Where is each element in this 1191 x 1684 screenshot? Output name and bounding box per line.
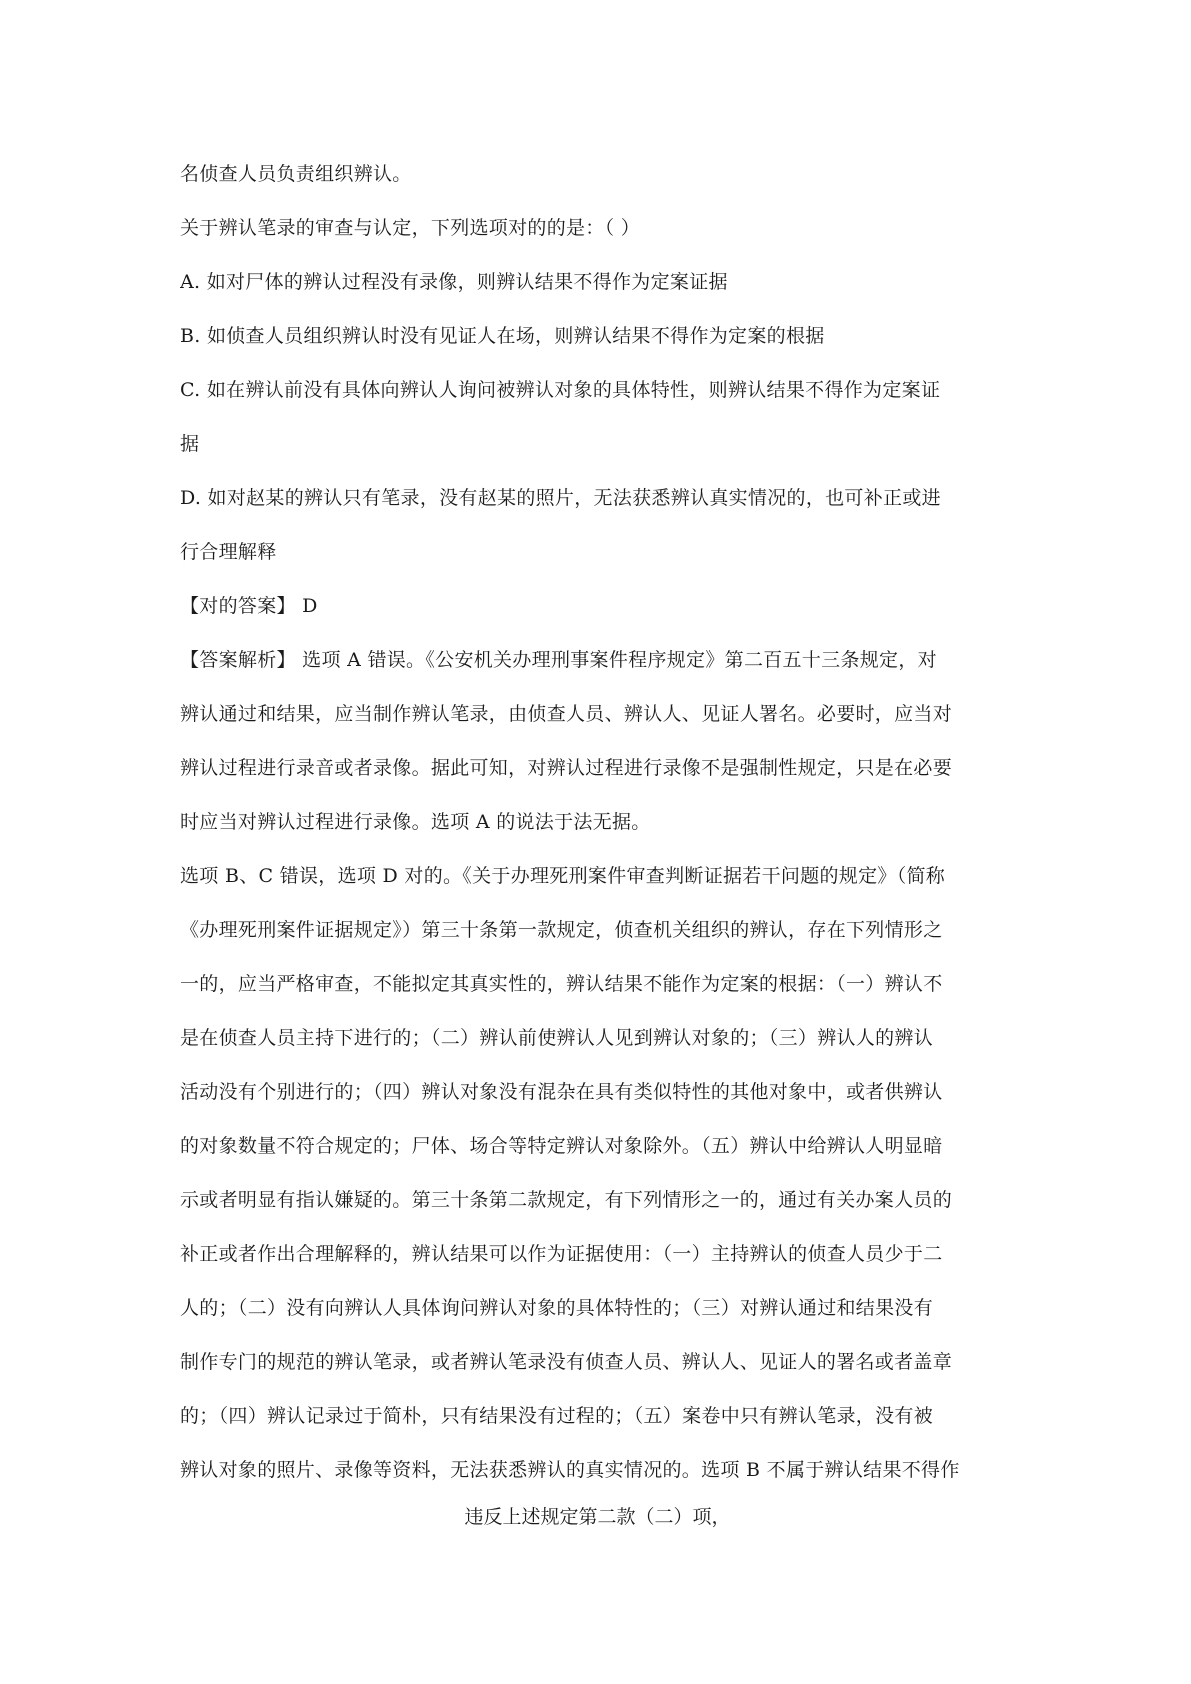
text-line: 时应当对辨认过程进行录像。选项 A 的说法于法无据。	[180, 811, 651, 833]
option-d: D. 如对赵某的辨认只有笔录，没有赵某的照片，无法获悉辨认真实情况的，也可补正或进	[180, 487, 941, 509]
answer-analysis: 【答案解析】 选项 A 错误。《公安机关办理刑事案件程序规定》第二百五十三条规定，对	[180, 649, 937, 671]
correct-answer: 【对的答案】 D	[180, 595, 318, 617]
text-line: 名侦查人员负责组织辨认。	[180, 163, 412, 185]
question-stem: 关于辨认笔录的审查与认定，下列选项对的的是：（ ）	[180, 217, 641, 239]
text-line: 《办理死刑案件证据规定》）第三十条第一款规定，侦查机关组织的辨认，存在下列情形之	[180, 919, 943, 941]
text-line: 的对象数量不符合规定的；尸体、场合等特定辨认对象除外。（五）辨认中给辨认人明显暗	[180, 1135, 943, 1157]
option-a: A. 如对尸体的辨认过程没有录像，则辨认结果不得作为定案证据	[180, 271, 728, 293]
text-line: 人的；（二）没有向辨认人具体询问辨认对象的具体特性的；（三）对辨认通过和结果没有	[180, 1297, 934, 1319]
text-line: 是在侦查人员主持下进行的；（二）辨认前使辨认人见到辨认对象的；（三）辨认人的辨认	[180, 1027, 934, 1049]
text-line: 选项 B、C 错误，选项 D 对的。《关于办理死刑案件审查判断证据若干问题的规定》（简称	[180, 865, 946, 887]
text-line: 示或者明显有指认嫌疑的。第三十条第二款规定，有下列情形之一的，通过有关办案人员的	[180, 1189, 953, 1211]
text-line: 制作专门的规范的辨认笔录，或者辨认笔录没有侦查人员、辨认人、见证人的署名或者盖章	[180, 1351, 953, 1373]
text-line: 辨认对象的照片、录像等资料，无法获悉辨认的真实情况的。选项 B 不属于辨认结果不得作	[180, 1459, 960, 1481]
document-body	[180, 147, 1015, 1497]
text-line: 辨认过程进行录音或者录像。据此可知，对辨认过程进行录像不是强制性规定，只是在必要	[180, 757, 953, 779]
option-c: C. 如在辨认前没有具体向辨认人询问被辨认对象的具体特性，则辨认结果不得作为定案证	[180, 379, 941, 401]
text-line: 补正或者作出合理解释的，辨认结果可以作为证据使用：（一）主持辨认的侦查人员少于二	[180, 1243, 943, 1265]
text-line: 活动没有个别进行的；（四）辨认对象没有混杂在具有类似特性的其他对象中，或者供辨认	[180, 1081, 943, 1103]
option-b: B. 如侦查人员组织辨认时没有见证人在场，则辨认结果不得作为定案的根据	[180, 325, 825, 347]
option-d-continued: 行合理解释	[180, 541, 277, 563]
text-line: 一的，应当严格审查，不能拟定其真实性的，辨认结果不能作为定案的根据：（一）辨认不	[180, 973, 943, 995]
text-line: 辨认通过和结果，应当制作辨认笔录，由侦查人员、辨认人、见证人署名。必要时，应当对	[180, 703, 953, 725]
centered-final-line: 违反上述规定第二款（二）项，	[464, 1506, 731, 1528]
text-line: 的；（四）辨认记录过于简朴，只有结果没有过程的；（五）案卷中只有辨认笔录，没有被	[180, 1405, 934, 1427]
option-c-continued: 据	[180, 433, 200, 455]
